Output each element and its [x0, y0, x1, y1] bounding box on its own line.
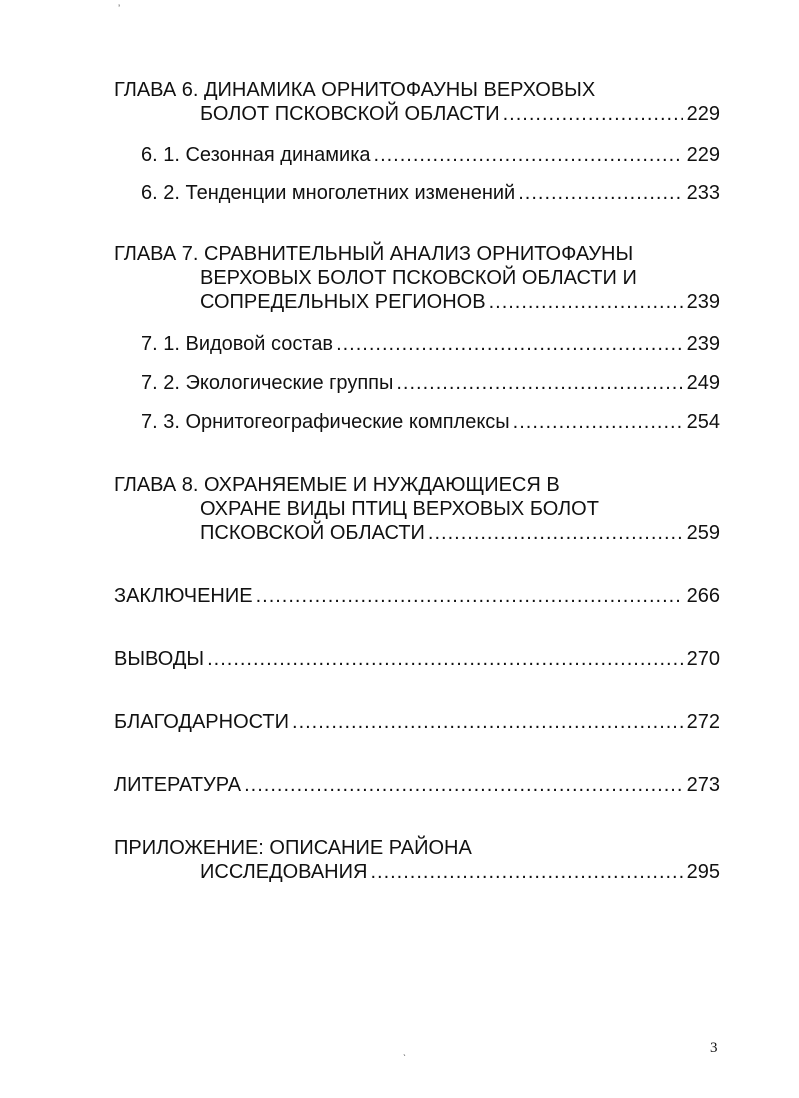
literature-page: 273 — [686, 774, 720, 796]
chapter-8-title-line-1: ГЛАВА 8. ОХРАНЯЕМЫЕ И НУЖДАЮЩИЕСЯ В — [114, 474, 560, 496]
toc-literature[interactable] — [114, 773, 720, 797]
toc-acknowledgements[interactable] — [114, 710, 720, 734]
leader-dots — [489, 290, 683, 314]
toc-section-6-1[interactable] — [141, 143, 720, 167]
toc-section-6-2[interactable] — [141, 181, 720, 205]
chapter-6-title-line-2: БОЛОТ ПСКОВСКОЙ ОБЛАСТИ — [200, 103, 500, 125]
leader-dots — [292, 710, 683, 734]
conclusion-page: 266 — [686, 585, 720, 607]
literature-title: ЛИТЕРАТУРА — [114, 774, 242, 796]
leader-dots — [518, 181, 682, 205]
leader-dots — [336, 332, 683, 356]
toc-conclusion[interactable] — [114, 584, 720, 608]
toc-chapter-7[interactable] — [114, 242, 720, 314]
toc-section-7-3[interactable] — [141, 410, 720, 434]
leader-dots — [513, 410, 683, 434]
chapter-8-title-line-2: ОХРАНЕ ВИДЫ ПТИЦ ВЕРХОВЫХ БОЛОТ — [200, 498, 599, 520]
chapter-7-page: 239 — [686, 291, 720, 313]
toc-chapter-6[interactable] — [114, 78, 720, 126]
toc-appendix[interactable] — [114, 836, 720, 884]
section-7-2-title: 7. 2. Экологические группы — [141, 372, 394, 394]
toc-chapter-8[interactable] — [114, 473, 720, 545]
leader-dots — [428, 521, 683, 545]
leader-dots — [256, 584, 683, 608]
section-7-3-title: 7. 3. Орнитогеографические комплексы — [141, 411, 510, 433]
leader-dots — [207, 647, 683, 671]
conclusion-title: ЗАКЛЮЧЕНИЕ — [114, 585, 253, 607]
chapter-8-title-line-3: ПСКОВСКОЙ ОБЛАСТИ — [200, 522, 425, 544]
chapter-8-page: 259 — [686, 522, 720, 544]
section-6-2-page: 233 — [686, 182, 720, 204]
chapter-6-title-line-1: ГЛАВА 6. ДИНАМИКА ОРНИТОФАУНЫ ВЕРХОВЫХ — [114, 79, 596, 101]
chapter-7-title-line-1: ГЛАВА 7. СРАВНИТЕЛЬНЫЙ АНАЛИЗ ОРНИТОФАУНЫ — [114, 243, 634, 265]
appendix-title-line-1: ПРИЛОЖЕНИЕ: ОПИСАНИЕ РАЙОНА — [114, 837, 472, 859]
appendix-title-line-2: ИССЛЕДОВАНИЯ — [200, 861, 368, 883]
toc-section-7-1[interactable] — [141, 332, 720, 356]
toc-section-7-2[interactable] — [141, 371, 720, 395]
section-7-3-page: 254 — [686, 411, 720, 433]
leader-dots — [374, 143, 683, 167]
section-6-2-title: 6. 2. Тенденции многолетних изменений — [141, 182, 516, 204]
chapter-6-page: 229 — [686, 103, 720, 125]
section-6-1-page: 229 — [686, 144, 720, 166]
page-number: 3 — [710, 1040, 718, 1056]
scan-speck: ˎ — [403, 1046, 407, 1057]
section-7-1-title: 7. 1. Видовой состав — [141, 333, 334, 355]
section-7-1-page: 239 — [686, 333, 720, 355]
findings-title: ВЫВОДЫ — [114, 648, 205, 670]
section-7-2-page: 249 — [686, 372, 720, 394]
scan-speck: ʼ — [118, 4, 121, 15]
toc-findings[interactable] — [114, 647, 720, 671]
leader-dots — [503, 102, 683, 126]
leader-dots — [370, 860, 682, 884]
chapter-7-title-line-2: ВЕРХОВЫХ БОЛОТ ПСКОВСКОЙ ОБЛАСТИ И — [200, 267, 637, 289]
chapter-7-title-line-3: СОПРЕДЕЛЬНЫХ РЕГИОНОВ — [200, 291, 486, 313]
leader-dots — [396, 371, 682, 395]
acknowledgements-page: 272 — [686, 711, 720, 733]
section-6-1-title: 6. 1. Сезонная динамика — [141, 144, 371, 166]
appendix-page: 295 — [686, 861, 720, 883]
findings-page: 270 — [686, 648, 720, 670]
leader-dots — [244, 773, 683, 797]
acknowledgements-title: БЛАГОДАРНОСТИ — [114, 711, 290, 733]
